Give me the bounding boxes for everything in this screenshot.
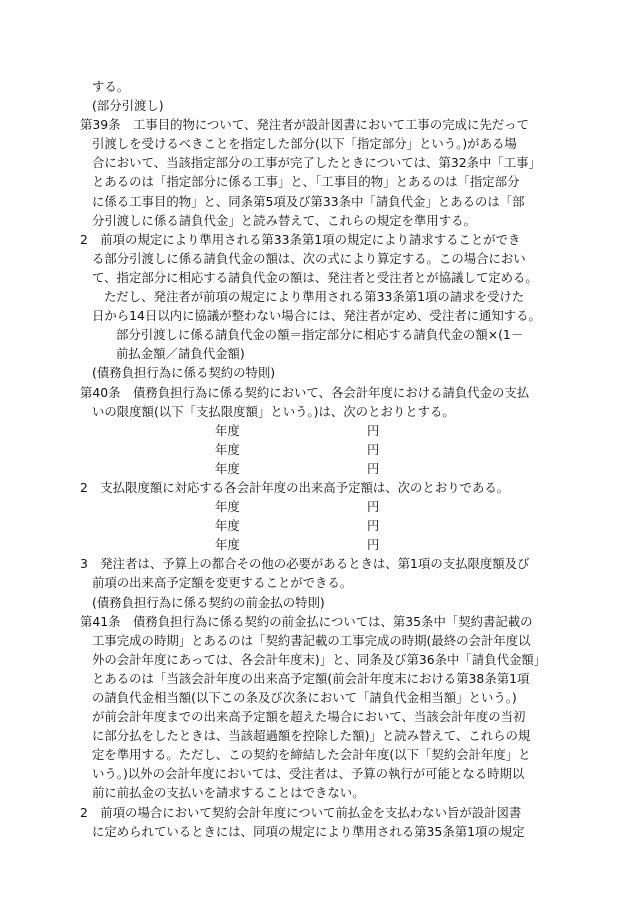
text-line: 前払金額／請負代金額): [116, 346, 245, 362]
text-line: 第41条 債務負担行為に係る契約の前金払については、第35条中「契約書記載の: [80, 613, 533, 629]
text-line: ただし、発注者が前項の規定により準用される第33条第1項の請求を受けた: [104, 289, 525, 305]
text-line: 第40条 債務負担行為に係る契約において、各会計年度における請負代金の支払: [80, 384, 530, 400]
yen-label: 円: [367, 518, 380, 534]
text-line: (債務負担行為に係る契約の前金払の特則): [92, 594, 325, 610]
text-line: る部分引渡しに係る請負代金の額は、次の式により算定する。この場合におい: [92, 250, 526, 266]
amount-table-row: [80, 440, 570, 459]
text-line: 工事完成の時期」とあるのは「契約書記載の工事完成の時期(最終の会計年度以: [92, 632, 531, 648]
fiscal-year-label: 年度: [215, 422, 240, 438]
text-line: 3 発注者は、予算上の都合その他の必要があるときは、第1項の支払限度額及び: [80, 556, 530, 572]
amount-table-row: [80, 497, 570, 516]
text-line: 引渡しを受けるべきことを指定した部分(以下「指定部分」という。)がある場: [92, 136, 517, 152]
yen-label: 円: [367, 460, 380, 476]
document-body: [80, 77, 570, 841]
amount-table-row: [80, 516, 570, 535]
text-line: 前項の出来高予定額を変更することができる。: [92, 575, 353, 591]
fiscal-year-label: 年度: [215, 537, 240, 553]
fiscal-year-label: 年度: [215, 460, 240, 476]
text-line: 定を準用する。ただし、この契約を締結した会計年度(以下「契約会計年度」と: [92, 747, 531, 763]
text-line: (債務負担行為に係る契約の特則): [92, 365, 276, 381]
text-line: 日から14日以内に協議が整わない場合には、発注者が定め、受注者に通知する。: [92, 308, 541, 324]
text-line: 2 支払限度額に対応する各会計年度の出来高予定額は、次のとおりである。: [80, 479, 510, 495]
fiscal-year-label: 年度: [215, 518, 240, 534]
amount-table-row: [80, 421, 570, 440]
text-line: 第39条 工事目的物について、発注者が設計図書において工事の完成に先だって: [80, 117, 529, 133]
amount-table-row: [80, 459, 570, 478]
text-line: する。: [92, 79, 130, 94]
amount-table-row: [80, 535, 570, 554]
text-line: の請負代金相当額(以下この条及び次条において「請負代金相当額」という。): [92, 690, 517, 705]
yen-label: 円: [367, 537, 380, 553]
yen-label: 円: [367, 499, 380, 515]
text-line: とあるのは「指定部分に係る工事」と、「工事目的物」とあるのは「指定部分: [92, 174, 520, 190]
yen-label: 円: [367, 422, 380, 438]
text-line: 外の会計年度にあっては、各会計年度末)」と、同条及び第36条中「請負代金額」: [92, 651, 547, 667]
text-line: いの限度額(以下「支払限度額」という。)は、次のとおりとする。: [92, 403, 455, 419]
yen-label: 円: [367, 441, 380, 457]
text-line: に部分払をしたときは、当該超過額を控除した額)」と読み替えて、これらの規: [92, 728, 531, 744]
text-line: が前会計年度までの出来高予定額を超えた場合において、当該会計年度の当初: [92, 709, 526, 725]
text-line: 2 前項の場合において契約会計年度について前払金を支払わない旨が設計図書: [80, 804, 522, 820]
text-line: 2 前項の規定により準用される第33条第1項の規定により請求することができ: [80, 231, 521, 247]
text-line: に定められているときには、同項の規定により準用される第35条第1項の規定: [92, 823, 525, 839]
text-line: 部分引渡しに係る請負代金の額＝指定部分に相応する請負代金の額×(1－: [116, 327, 524, 343]
text-line: とあるのは「当該会計年度の出来高予定額(前会計年度末における第38条第1項: [92, 670, 530, 686]
text-line: 前に前払金の支払いを請求することはできない。: [92, 785, 365, 801]
text-line: (部分引渡し): [92, 98, 164, 114]
text-line: いう。)以外の会計年度においては、受注者は、予算の執行が可能となる時期以: [92, 766, 525, 782]
text-line: 合において、当該指定部分の工事が完了したときについては、第32条中「工事」: [92, 155, 541, 171]
fiscal-year-label: 年度: [215, 441, 240, 457]
text-line: 分引渡しに係る請負代金」と読み替えて、これらの規定を準用する。: [92, 212, 476, 228]
text-line: て、指定部分に相応する請負代金の額は、発注者と受注者とが協議して定める。: [92, 269, 538, 285]
text-line: に係る工事目的物」と、同条第5項及び第33条中「請負代金」とあるのは「部: [92, 193, 525, 209]
fiscal-year-label: 年度: [215, 499, 240, 515]
